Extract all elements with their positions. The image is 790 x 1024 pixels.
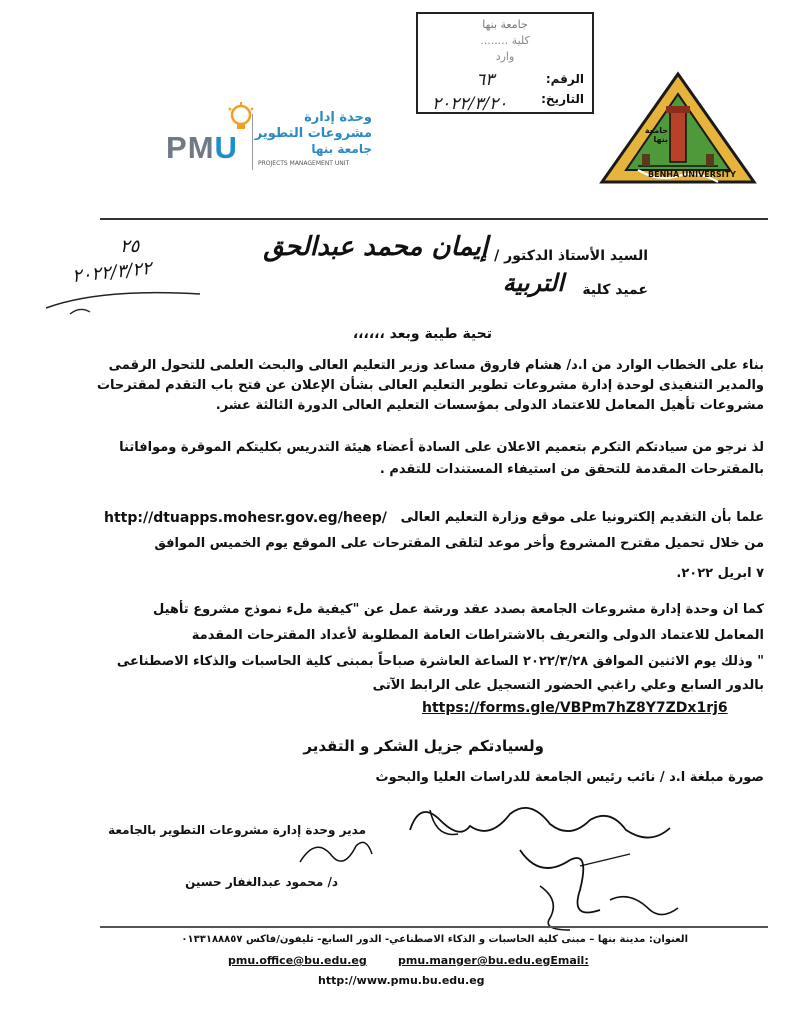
margin-note-date: ٢٠٢٢/٣/٢٢ bbox=[71, 257, 153, 288]
director-name: د/ محمود عبدالغفار حسين bbox=[185, 875, 338, 889]
paragraph-1-line-1: بناء على الخطاب الوارد من ا.د/ هشام فاروق مساعد وزير التعليم العالى والبحث العلمى للتحول الرقمى bbox=[108, 358, 764, 373]
university-arc-text: BENHA UNIVERSITY bbox=[648, 170, 736, 179]
margin-note-number: ٢٥ bbox=[120, 236, 140, 257]
university-ar-text: جامعة بنها bbox=[644, 126, 668, 144]
footer-email-manager[interactable]: pmu.manger@bu.edu.egEmail: bbox=[398, 954, 589, 967]
stamp-number-label: الرقم: bbox=[545, 72, 584, 86]
footer-address: العنوان: مدينة بنها – مبنى كلية الحاسبات و الذكاء الاصطناعي- الدور السابع- تليفون/فاكس ٠١٣٣١٨٨٨٥٧ bbox=[181, 934, 688, 945]
paragraph-4-line-1: كما ان وحدة إدارة مشروعات الجامعة بصدد عقد ورشة عمل عن "كيفية ملء نموذج مشروع تأهيل bbox=[152, 602, 764, 617]
pmu-ar-line1: وحدة إدارة bbox=[304, 110, 372, 125]
pmu-letter-u: U bbox=[214, 130, 238, 165]
director-title: مدير وحدة إدارة مشروعات التطوير بالجامعة bbox=[108, 823, 366, 837]
pmu-letters bbox=[166, 130, 238, 166]
director-signature-image bbox=[296, 832, 376, 872]
paragraph-1-line-3: مشروعات تأهيل المعامل للاعتماد الدولى بمؤسسات التعليم العالى الدورة الثالثة عشر. bbox=[215, 398, 764, 413]
paragraph-4-line-4: بالدور السابع وعلي راغبي الحضور التسجيل على الرابط الآتى bbox=[372, 678, 764, 693]
stamp-number-value: ٦٣ bbox=[476, 70, 495, 90]
copy-note: صورة مبلغة ا.د / نائب رئيس الجامعة للدراسات العليا والبحوث bbox=[375, 770, 764, 785]
pmu-ar-line2: مشروعات التطوير bbox=[254, 126, 372, 141]
paragraph-1-line-2: والمدير التنفيذى لوحدة إدارة مشروعات تطوير التعليم العالى بشأن الإعلان عن فتح باب التقدم لمقترحات bbox=[96, 378, 764, 393]
registration-form-url[interactable]: https://forms.gle/VBPm7hZ8Y7ZDx1rj6 bbox=[422, 700, 728, 716]
greeting: تحية طيبة وبعد ،،،،،، bbox=[352, 326, 492, 342]
footer-divider bbox=[100, 926, 768, 928]
pmu-en-line: PROJECTS MANAGEMENT UNIT bbox=[258, 160, 350, 167]
recipient-name-handwritten: إيمان محمد عبدالحق bbox=[263, 232, 488, 262]
pmu-ar-line3: جامعة بنها bbox=[311, 142, 372, 156]
recipient-salutation: السيد الأستاذ الدكتور / bbox=[494, 248, 648, 264]
margin-note-scribble bbox=[40, 286, 210, 316]
benha-university-logo bbox=[598, 70, 758, 190]
stamp-date-label: التاريخ: bbox=[541, 92, 584, 106]
incoming-stamp bbox=[416, 12, 594, 114]
stamp-title: جامعة بنها bbox=[482, 18, 528, 31]
faculty-handwritten: التربية bbox=[502, 268, 564, 297]
dean-label: عميد كلية bbox=[582, 282, 648, 298]
paragraph-3-line-2: من خلال تحميل مقترح المشروع وأخر موعد لتلقى المقترحات على الموقع يوم الخميس الموافق bbox=[154, 536, 764, 551]
pmu-logo bbox=[162, 100, 372, 190]
stamp-incoming: وارد bbox=[495, 50, 515, 63]
paragraph-3-line-1: علما بأن التقديم إلكترونيا على موقع وزارة التعليم العالى bbox=[400, 510, 764, 525]
header-divider bbox=[100, 218, 768, 220]
paragraph-4-line-2: المعامل للاعتماد الدولى والتعريف بالاشتراطات العامة المطلوبة لأعداد المقترحات المقدمة bbox=[191, 628, 764, 643]
heep-portal-url[interactable]: http://dtuapps.mohesr.gov.eg/heep/ bbox=[104, 510, 387, 526]
paragraph-2-line-1: لذ نرجو من سيادتكم التكرم بتعميم الاعلان على السادة أعضاء هيئة التدريس بكليتكم الموقرة وموافاتنا bbox=[119, 440, 764, 455]
stamp-faculty: كلية ........ bbox=[480, 34, 530, 47]
pmu-letter-p: P bbox=[166, 130, 188, 165]
handwritten-signature-image bbox=[400, 790, 680, 940]
pmu-letter-m: M bbox=[187, 130, 215, 165]
footer-website[interactable]: http://www.pmu.bu.edu.eg bbox=[318, 974, 485, 987]
paragraph-3-line-3: ٧ ابريل ٢٠٢٢. bbox=[676, 566, 764, 581]
pmu-divider bbox=[252, 114, 253, 170]
footer-email-office[interactable]: pmu.office@bu.edu.eg bbox=[228, 954, 367, 967]
closing-line: ولسيادتكم جزيل الشكر و التقدير bbox=[303, 737, 544, 755]
paragraph-2-line-2: بالمقترحات المقدمة للتحقق من استيفاء المستندات للتقدم . bbox=[379, 462, 764, 477]
stamp-date-value: ٢٠٢٢/٣/٢٠ bbox=[432, 94, 508, 114]
paragraph-4-line-3: " وذلك يوم الاثنين الموافق ٢٠٢٢/٣/٢٨ الساعة العاشرة صباحاً بمبنى كلية الحاسبات والذكاء الاصطناعى bbox=[116, 654, 764, 669]
